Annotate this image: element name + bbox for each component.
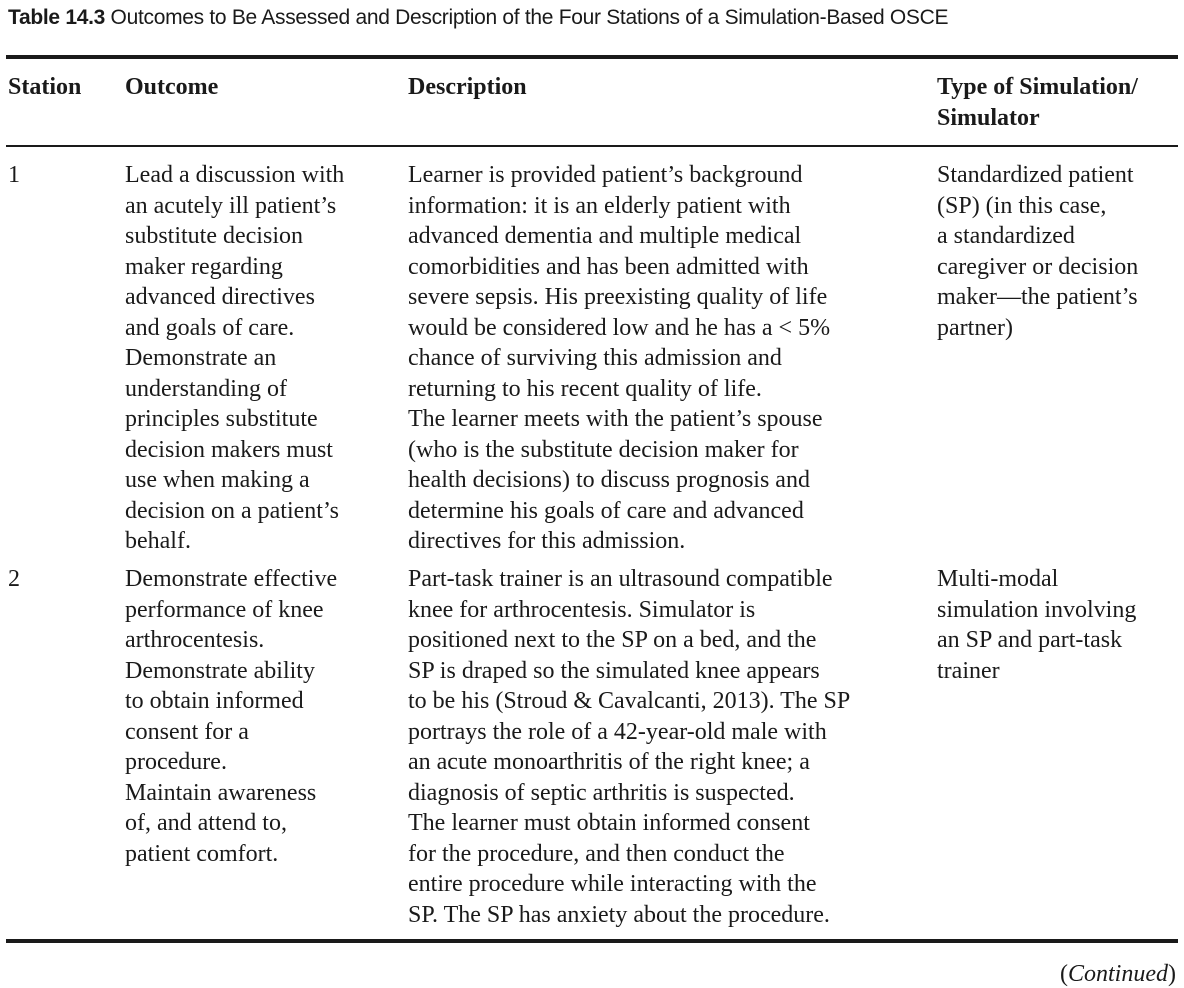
header-type: Type of Simulation/ Simulator: [937, 74, 1138, 131]
table-title: Outcomes to Be Assessed and Description of the Four Stations of a Simulation-Based OSCE: [110, 6, 949, 29]
row-2-station: 2: [8, 566, 20, 592]
row-1-type: Standardized patient (SP) (in this case, a standardized caregiver or decision maker—the patient’s partner): [937, 162, 1139, 341]
bottom-rule: [6, 939, 1178, 943]
row-2-outcome: Demonstrate effective performance of knee arthrocentesis. Demonstrate ability to obtain informed consent for a procedure. Maintain awareness of, and attend to, patient comfort.: [125, 566, 338, 867]
table-caption: [8, 6, 1178, 30]
top-rule: [6, 55, 1178, 59]
row-2-description: Part-task trainer is an ultrasound compatible knee for arthrocentesis. Simulator is positioned next to the SP on a bed, and the SP is draped so the simulated knee appears to be his (Stroud & Cavalcanti, 2013). The SP portrays the role of a 42-year-old male with an acute monoarthritis of the right knee; a diagnosis of septic arthritis is suspected. The learner must obtain informed consent for the procedure, and then conduct the entire procedure while interacting with the SP. The SP has anxiety about the procedure.: [408, 566, 851, 928]
header-description: Description: [408, 74, 527, 100]
row-1-description: Learner is provided patient’s background information: it is an elderly patient with advanced dementia and multiple medical comorbidities and has been admitted with severe sepsis. His preexisting quality of life would be considered low and he has a < 5% chance of surviving this admission and returning to his recent quality of life. The learner meets with the patient’s spouse (who is the substitute decision maker for health decisions) to discuss prognosis and determine his goals of care and advanced directives for this admission.: [408, 162, 831, 554]
header-outcome: Outcome: [125, 74, 219, 100]
continued-label: Continued: [1068, 961, 1168, 987]
header-rule: [6, 145, 1178, 147]
header-station: Station: [8, 74, 82, 100]
row-1-station: 1: [8, 162, 20, 188]
row-1-outcome: Lead a discussion with an acutely ill patient’s substitute decision maker regarding advanced directives and goals of care. Demonstrate an understanding of principles substitute decision makers must use when making a decision on a patient’s behalf.: [125, 162, 345, 554]
continued-open-paren: (: [1060, 961, 1068, 987]
row-2-type: Multi-modal simulation involving an SP and part-task trainer: [937, 566, 1137, 684]
continued-close-paren: ): [1168, 961, 1176, 987]
continued-note: [1060, 960, 1176, 988]
table-label: Table 14.3: [8, 6, 105, 29]
